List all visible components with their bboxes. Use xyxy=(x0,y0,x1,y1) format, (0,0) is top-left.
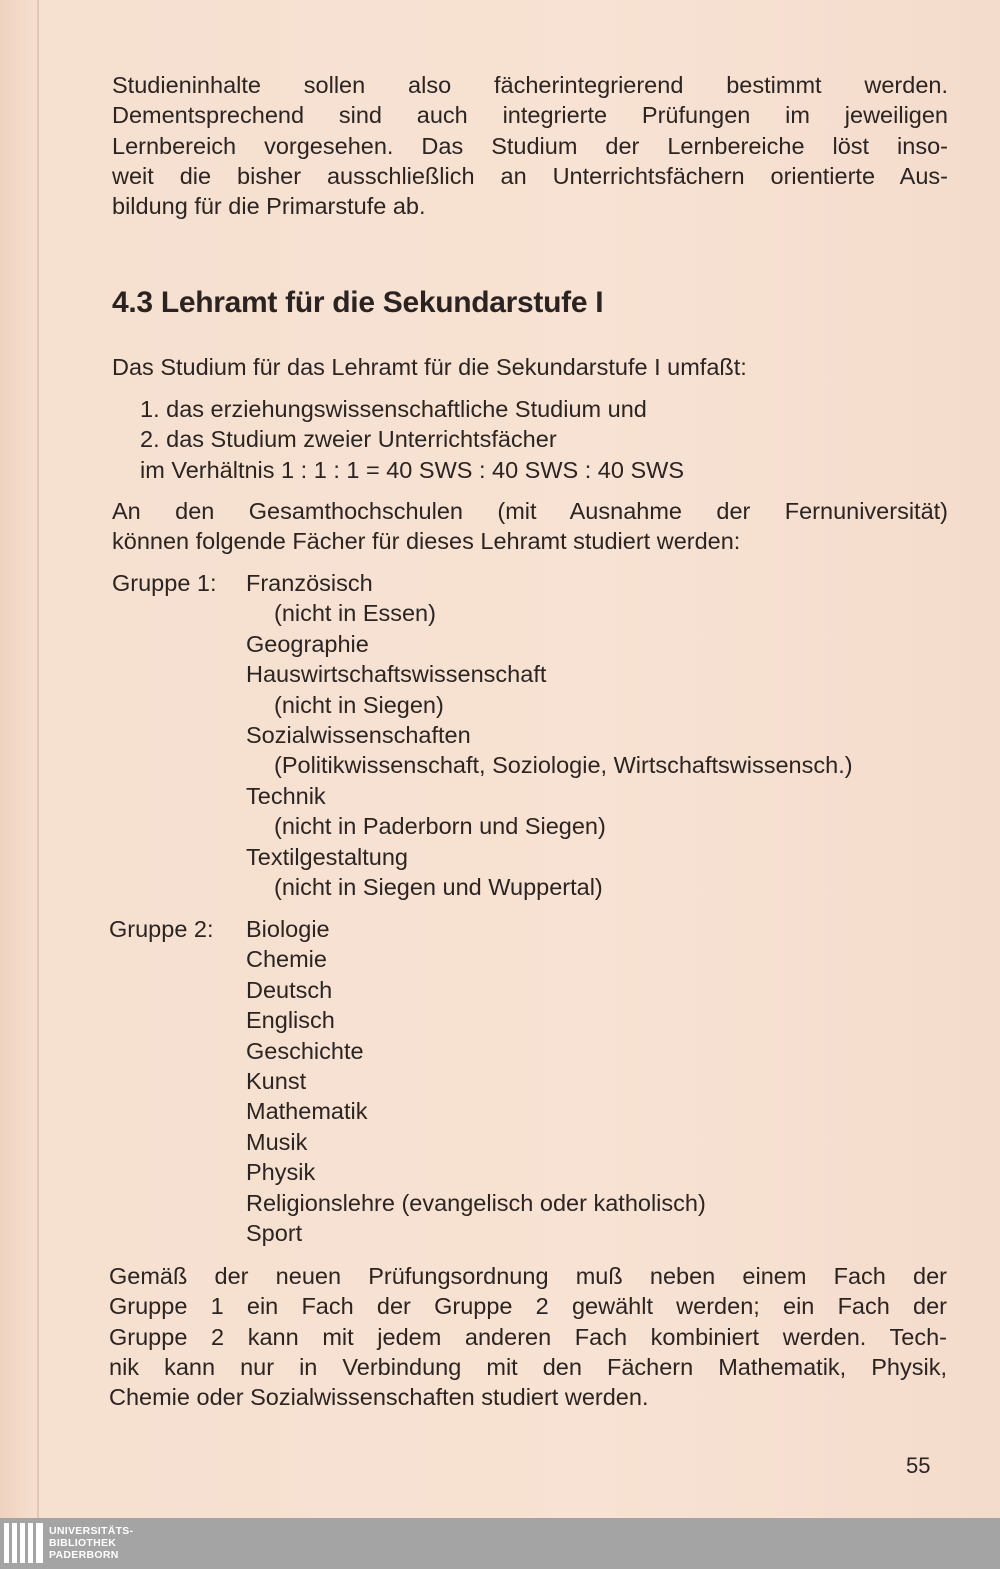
closing-line: nik kann nur in Verbindung mit den Fächern Mathematik, Physik, xyxy=(109,1353,947,1380)
subject: Deutsch xyxy=(246,976,333,1003)
subject-note: (nicht in Essen) xyxy=(274,600,436,627)
subject: Französisch xyxy=(246,570,373,596)
ratio-line: im Verhältnis 1 : 1 : 1 = 40 SWS : 40 SWS : 40 SWS xyxy=(140,457,684,483)
subject: Technik xyxy=(246,782,326,809)
subject: Sport xyxy=(246,1220,303,1247)
binding-gutter xyxy=(37,0,39,1518)
subject: Religionslehre (evangelisch oder katholisch) xyxy=(246,1189,706,1216)
library-logo xyxy=(4,1520,133,1566)
closing-line: Gruppe 1 ein Fach der Gruppe 2 gewählt werden; ein Fach der xyxy=(109,1293,947,1320)
section-list-item: 2. das Studium zweier Unterrichtsfächer xyxy=(140,426,557,452)
intro-line: bildung für die Primarstufe ab. xyxy=(112,193,426,220)
section-lead: Das Studium für das Lehramt für die Sekundarstufe I umfaßt: xyxy=(112,354,747,380)
subject: Sozialwissenschaften xyxy=(246,722,471,749)
library-name-line: BIBLIOTHEK xyxy=(49,1537,117,1549)
subject: Kunst xyxy=(246,1068,307,1095)
subject: Geographie xyxy=(246,630,369,657)
group1-subject-list xyxy=(246,568,853,902)
section-heading: 4.3 Lehramt für die Sekundarstufe I xyxy=(112,286,604,319)
group1-label: Gruppe 1: xyxy=(112,570,217,596)
subject: Geschichte xyxy=(246,1037,364,1064)
subject-note: (nicht in Siegen und Wuppertal) xyxy=(274,874,603,901)
subject: Chemie xyxy=(246,946,327,973)
subject-note: (nicht in Paderborn und Siegen) xyxy=(274,813,606,840)
library-footer-bar xyxy=(0,1518,1000,1569)
group2-subject-list xyxy=(246,914,706,1248)
subject: Textilgestaltung xyxy=(246,843,408,870)
intro-line: Dementsprechend sind auch integrierte Prüfungen im jeweiligen xyxy=(112,102,948,129)
subject: Musik xyxy=(246,1128,308,1155)
section-list-item: 1. das erziehungswissenschaftliche Studium und xyxy=(140,396,647,422)
closing-line: Chemie oder Sozialwissenschaften studiert werden. xyxy=(109,1384,649,1411)
library-logo-icon xyxy=(4,1523,43,1563)
universities-line: An den Gesamthochschulen (mit Ausnahme der Fernuniversität) xyxy=(112,498,948,524)
subject: Hauswirtschaftswissenschaft xyxy=(246,661,547,688)
page-number: 55 xyxy=(906,1453,931,1478)
subject: Biologie xyxy=(246,916,330,942)
subject: Physik xyxy=(246,1159,316,1186)
subject: Mathematik xyxy=(246,1098,368,1125)
universities-paragraph xyxy=(112,496,948,557)
universities-line: können folgende Fächer für dieses Lehramt studiert werden: xyxy=(112,528,741,555)
intro-line: Lernbereich vorgesehen. Das Studium der Lernbereiche löst inso- xyxy=(112,132,948,159)
group2-label: Gruppe 2: xyxy=(109,916,214,942)
subject: Englisch xyxy=(246,1007,335,1034)
intro-line: Studieninhalte sollen also fächerintegrierend bestimmt werden. xyxy=(112,72,948,98)
closing-paragraph xyxy=(109,1261,947,1412)
library-name-line: UNIVERSITÄTS- xyxy=(49,1525,134,1537)
closing-line: Gruppe 2 kann mit jedem anderen Fach kombiniert werden. Tech- xyxy=(109,1323,947,1350)
closing-line: Gemäß der neuen Prüfungsordnung muß neben einem Fach der xyxy=(109,1263,947,1289)
library-name xyxy=(49,1525,133,1561)
subject-note: (Politikwissenschaft, Soziologie, Wirtschaftswissensch.) xyxy=(274,752,853,779)
intro-line: weit die bisher ausschließlich an Unterrichtsfächern orientierte Aus- xyxy=(112,162,948,189)
library-name-line: PADERBORN xyxy=(49,1549,119,1561)
subject-note: (nicht in Siegen) xyxy=(274,691,444,718)
intro-paragraph xyxy=(112,70,948,221)
